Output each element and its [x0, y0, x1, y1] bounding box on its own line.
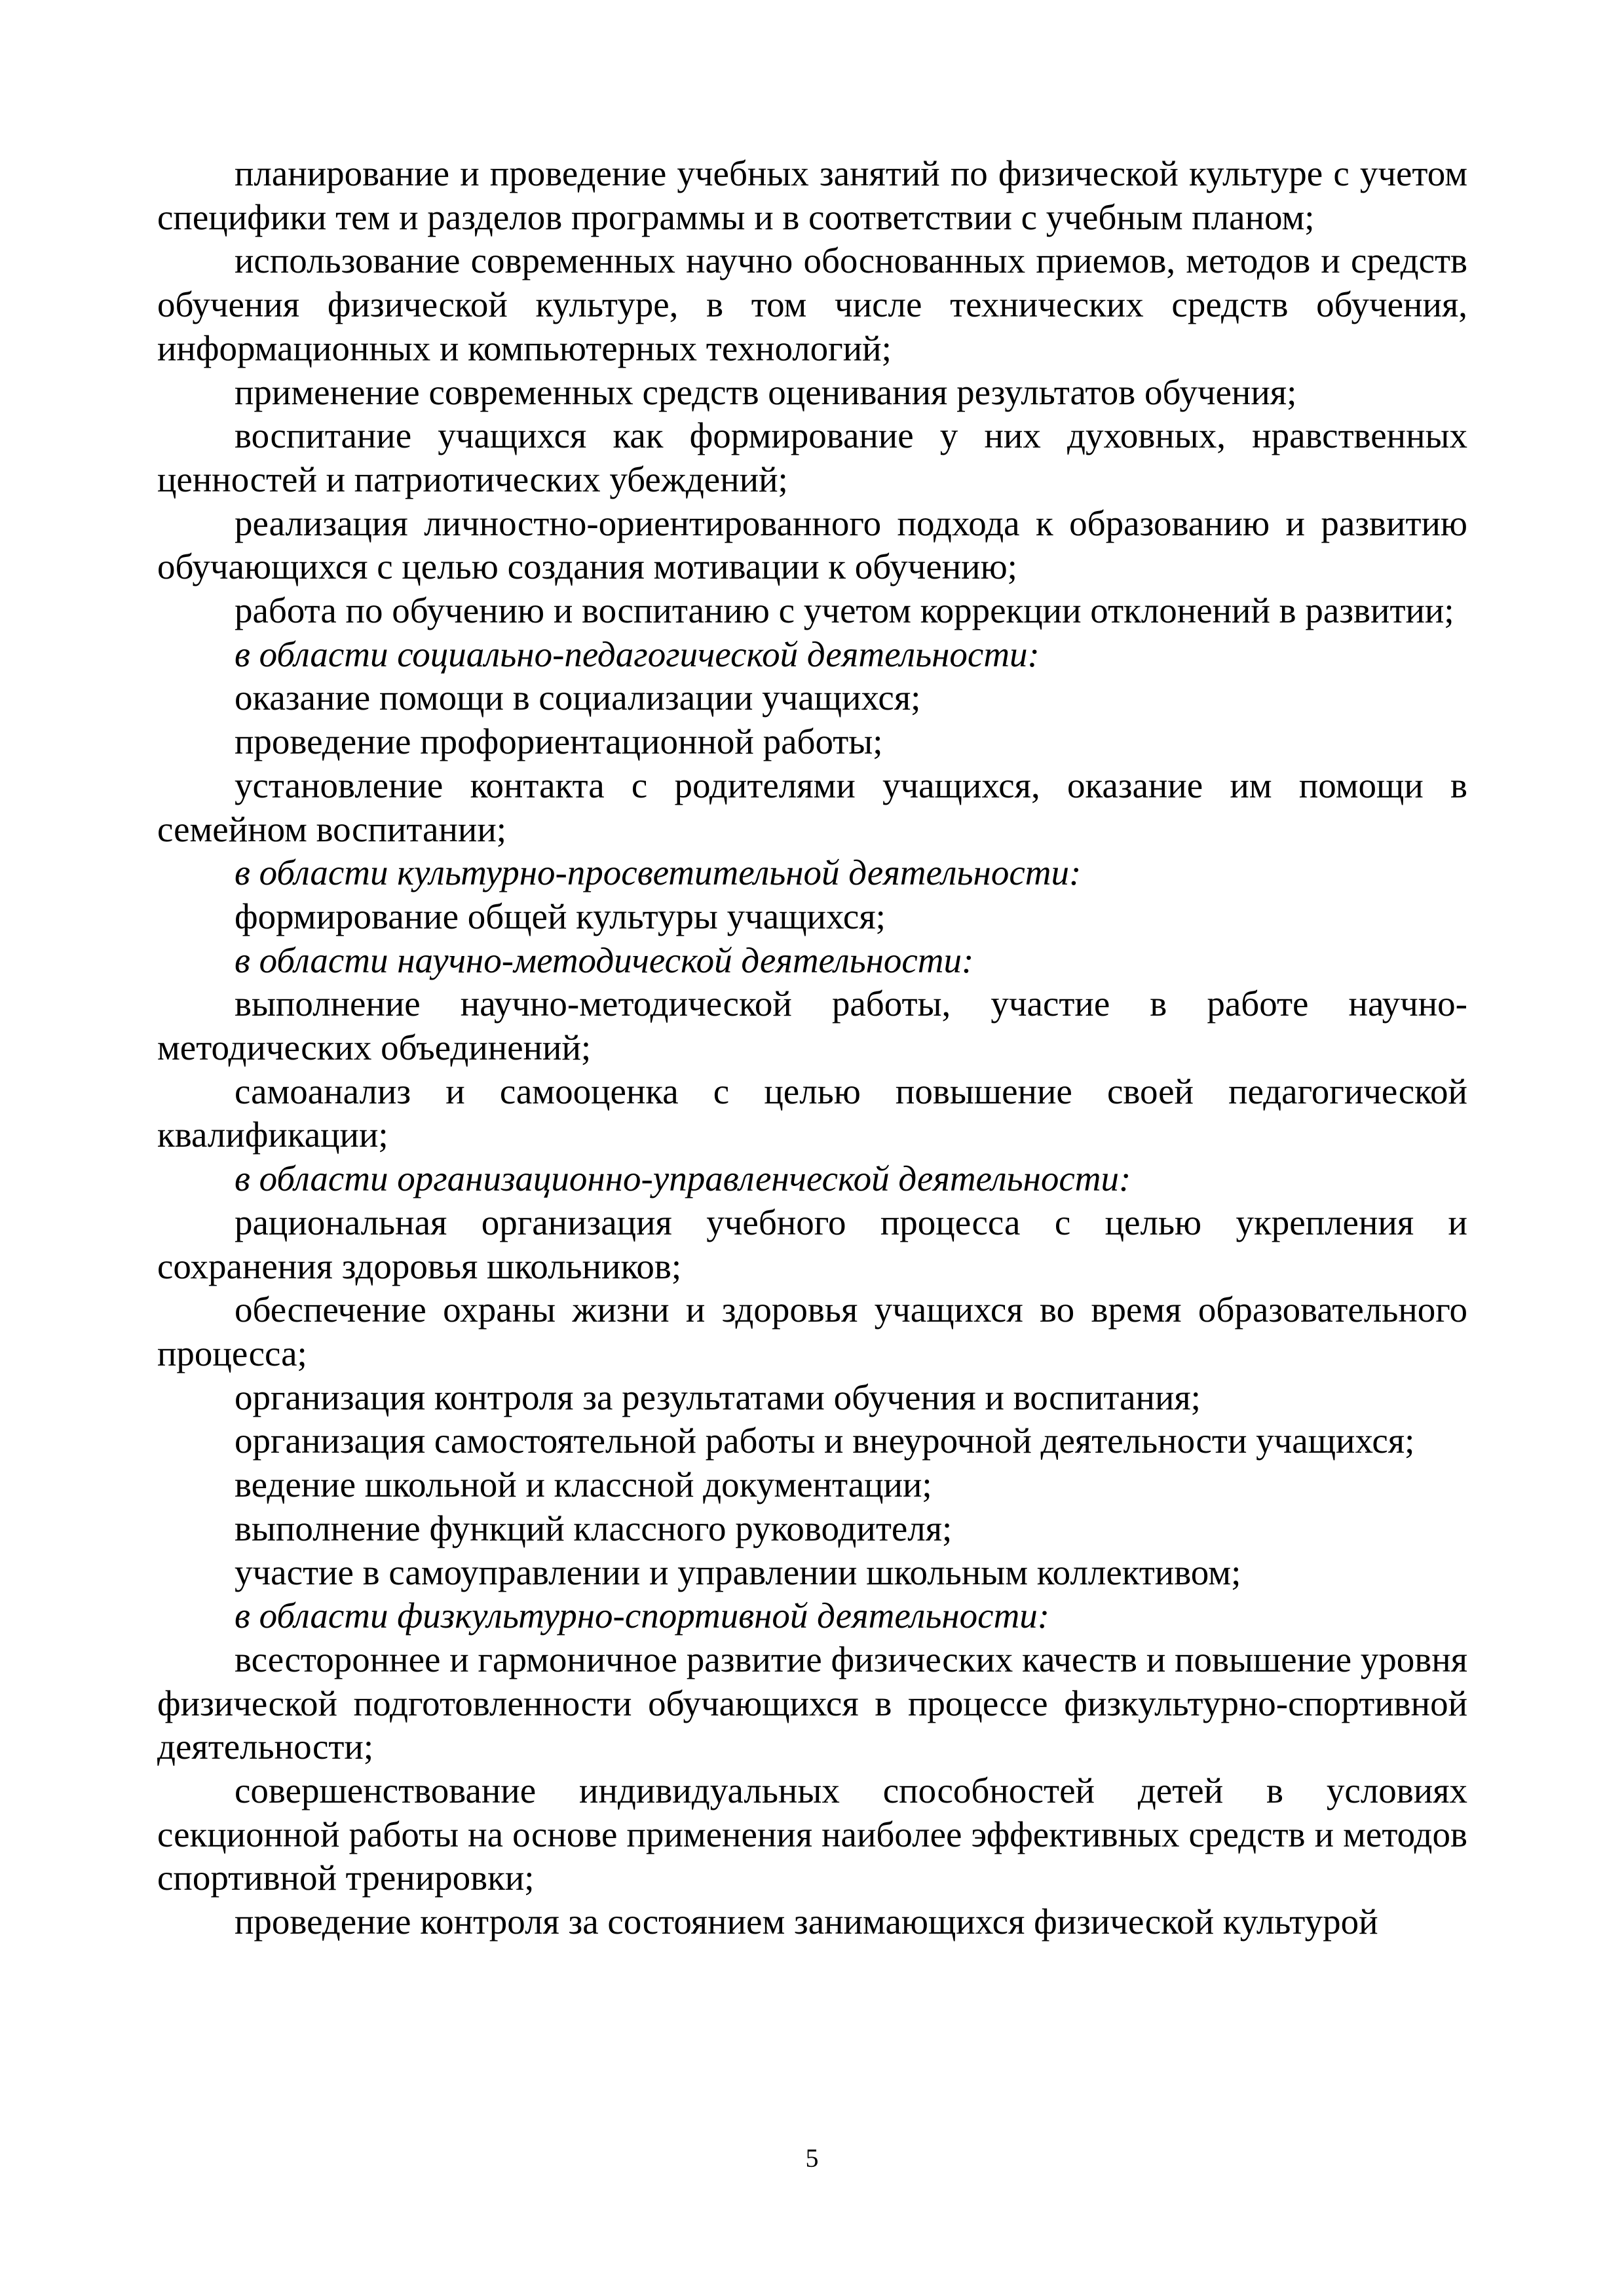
paragraph: участие в самоуправлении и управлении школьным коллективом;	[235, 1552, 1241, 1592]
paragraph: ведение школьной и классной документации;	[235, 1464, 932, 1505]
paragraph: реализация личностно-ориентированного подхода к образованию и развитию обучающихся с целью создания мотивации к обучению;	[157, 503, 1467, 587]
section-heading: в области научно-методической деятельности:	[235, 940, 974, 980]
paragraph: организация самостоятельной работы и внеурочной деятельности учащихся;	[235, 1421, 1415, 1461]
paragraph: совершенствование индивидуальных способностей детей в условиях секционной работы на основе применения наиболее эффективных средств и методов спортивной тренировки;	[157, 1770, 1467, 1898]
paragraph: использование современных научно обоснованных приемов, методов и средств обучения физической культуре, в том числе технических средств обучения, информационных и компьютерных технологий;	[157, 240, 1467, 368]
paragraph: оказание помощи в социализации учащихся;	[235, 678, 921, 718]
section-heading: в области культурно-просветительной деятельности:	[235, 852, 1082, 893]
paragraph: применение современных средств оценивания результатов обучения;	[235, 372, 1297, 412]
paragraph: проведение профориентационной работы;	[235, 721, 883, 762]
paragraph: проведение контроля за состоянием занимающихся физической культурой	[235, 1902, 1378, 1942]
paragraph: установление контакта с родителями учащихся, оказание им помощи в семейном воспитании;	[157, 765, 1467, 849]
section-heading: в области организационно-управленческой деятельности:	[235, 1158, 1131, 1199]
paragraph: обеспечение охраны жизни и здоровья учащихся во время образовательного процесса;	[157, 1290, 1467, 1373]
section-heading: в области физкультурно-спортивной деятельности:	[235, 1596, 1050, 1636]
paragraph: выполнение функций классного руководителя;	[235, 1508, 953, 1548]
page-number: 5	[805, 2143, 819, 2173]
paragraph: планирование и проведение учебных занятий по физической культуре с учетом специфики тем и разделов программы и в соответствии с учебным планом;	[157, 153, 1467, 237]
paragraph: организация контроля за результатами обучения и воспитания;	[235, 1377, 1201, 1417]
paragraph: воспитание учащихся как формирование у них духовных, нравственных ценностей и патриотических убеждений;	[157, 415, 1467, 499]
section-heading: в области социально-педагогической деятельности:	[235, 634, 1040, 674]
paragraph: всестороннее и гармоничное развитие физических качеств и повышение уровня физической подготовленности обучающихся в процессе физкультурно-спортивной деятельности;	[157, 1639, 1467, 1767]
paragraph: самоанализ и самооценка с целью повышение своей педагогической квалификации;	[157, 1071, 1467, 1155]
paragraph: рациональная организация учебного процесса с целью укрепления и сохранения здоровья школьников;	[157, 1202, 1467, 1286]
document-body	[157, 152, 1467, 1944]
paragraph: выполнение научно-методической работы, участие в работе научно-методических объединений;	[157, 984, 1467, 1068]
paragraph: формирование общей культуры учащихся;	[235, 896, 886, 936]
paragraph: работа по обучению и воспитанию с учетом коррекции отклонений в развитии;	[235, 590, 1454, 631]
